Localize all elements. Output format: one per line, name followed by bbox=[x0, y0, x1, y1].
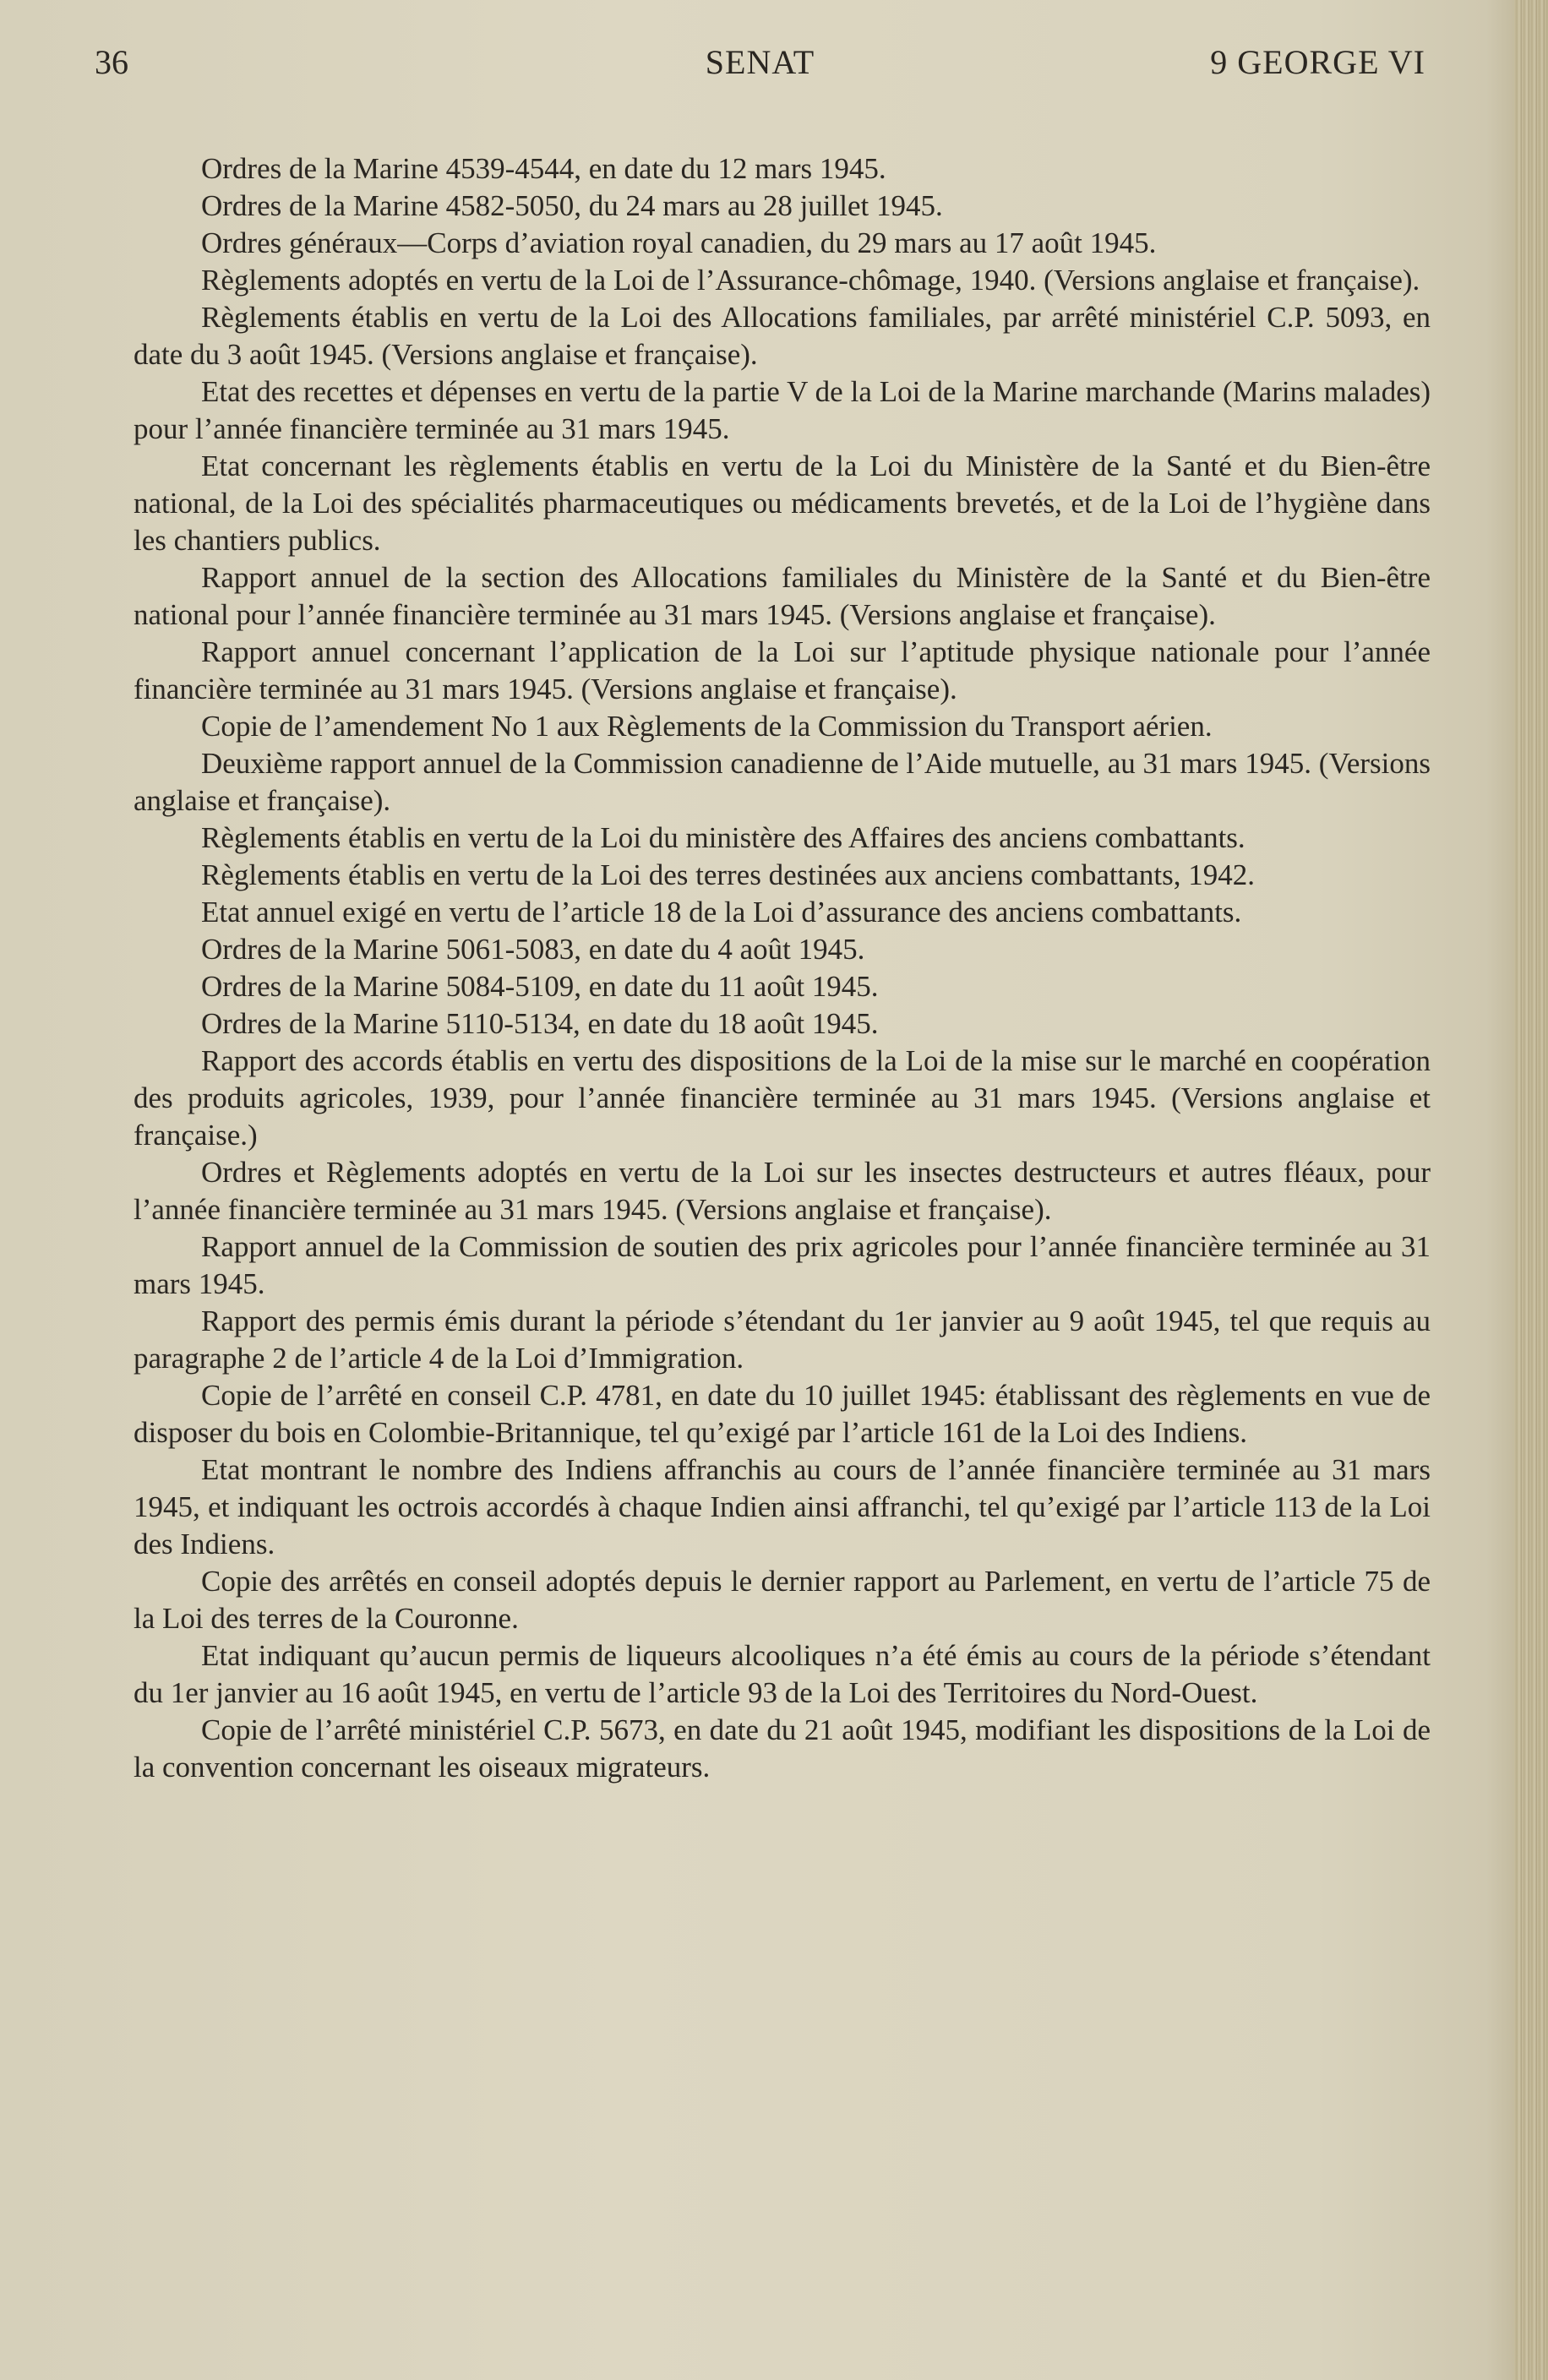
document-entry: Etat des recettes et dépenses en vertu de la partie V de la Loi de la Marine marchande (Marins malades) pour l’année financière terminée au 31 mars 1945. bbox=[134, 375, 1431, 445]
document-entry: Copie de l’amendement No 1 aux Règlements de la Commission du Transport aérien. bbox=[201, 710, 1213, 743]
document-entry: Ordres de la Marine 5110-5134, en date du 18 août 1945. bbox=[201, 1007, 879, 1040]
document-entry: Rapport des permis émis durant la période s’étendant du 1er janvier au 9 août 1945, tel que requis au paragraphe 2 de l’article 4 de la Loi d’Immigration. bbox=[134, 1304, 1431, 1375]
document-body bbox=[134, 150, 1431, 1786]
document-entry: Rapport annuel concernant l’application de la Loi sur l’aptitude physique nationale pour l’année financière terminée au 31 mars 1945. (Versions anglaise et française). bbox=[134, 635, 1431, 705]
page-header bbox=[95, 42, 1425, 88]
document-entry: Copie des arrêtés en conseil adoptés depuis le dernier rapport au Parlement, en vertu de l’article 75 de la Loi des terres de la Couronne. bbox=[134, 1565, 1431, 1635]
document-entry: Règlements établis en vertu de la Loi des Allocations familiales, par arrêté ministériel C.P. 5093, en date du 3 août 1945. (Versions anglaise et française). bbox=[134, 301, 1431, 371]
document-entry: Rapport annuel de la section des Allocations familiales du Ministère de la Santé et du Bien-être national pour l’année financière terminée au 31 mars 1945. (Versions anglaise et française). bbox=[134, 561, 1431, 631]
document-entry: Rapport des accords établis en vertu des dispositions de la Loi de la mise sur le marché en coopération des produits agricoles, 1939, pour l’année financière terminée au 31 mars 1945. (Versions anglaise et française.) bbox=[134, 1044, 1431, 1152]
document-entry: Ordres de la Marine 4539-4544, en date du 12 mars 1945. bbox=[201, 152, 886, 185]
running-title: SENAT bbox=[705, 43, 815, 81]
page-edge bbox=[1514, 0, 1548, 2380]
document-entry: Etat annuel exigé en vertu de l’article 18 de la Loi d’assurance des anciens combattants. bbox=[201, 896, 1242, 929]
document-entry: Rapport annuel de la Commission de soutien des prix agricoles pour l’année financière terminée au 31 mars 1945. bbox=[134, 1230, 1431, 1300]
document-entry: Ordres généraux—Corps d’aviation royal canadien, du 29 mars au 17 août 1945. bbox=[201, 226, 1157, 259]
document-entry: Etat montrant le nombre des Indiens affranchis au cours de l’année financière terminée au 31 mars 1945, et indiquant les octrois accordés à chaque Indien ainsi affranchi, tel qu’exigé par l’article 113 de la Loi des Indiens. bbox=[134, 1453, 1431, 1560]
document-entry: Copie de l’arrêté ministériel C.P. 5673, en date du 21 août 1945, modifiant les dispositions de la Loi de la convention concernant les oiseaux migrateurs. bbox=[134, 1713, 1431, 1784]
document-entry: Ordres et Règlements adoptés en vertu de la Loi sur les insectes destructeurs et autres fléaux, pour l’année financière terminée au 31 mars 1945. (Versions anglaise et française). bbox=[134, 1156, 1431, 1226]
document-entry: Ordres de la Marine 5061-5083, en date du 4 août 1945. bbox=[201, 933, 865, 966]
document-entry: Deuxième rapport annuel de la Commission canadienne de l’Aide mutuelle, au 31 mars 1945. (Versions anglaise et française). bbox=[134, 747, 1431, 817]
document-entry: Etat concernant les règlements établis en vertu de la Loi du Ministère de la Santé et du Bien-être national, de la Loi des spécialités pharmaceutiques ou médicaments brevetés, et de la Loi de l’hygiène dans les chantiers publics. bbox=[134, 449, 1431, 557]
document-entry: Ordres de la Marine 4582-5050, du 24 mars au 28 juillet 1945. bbox=[201, 189, 943, 222]
document-entry: Ordres de la Marine 5084-5109, en date du 11 août 1945. bbox=[201, 970, 879, 1003]
document-entry: Etat indiquant qu’aucun permis de liqueurs alcooliques n’a été émis au cours de la période s’étendant du 1er janvier au 16 août 1945, en vertu de l’article 93 de la Loi des Territoires du Nord-Ouest. bbox=[134, 1639, 1431, 1709]
document-entry: Règlements établis en vertu de la Loi des terres destinées aux anciens combattants, 1942. bbox=[201, 858, 1255, 891]
document-entry: Règlements adoptés en vertu de la Loi de l’Assurance-chômage, 1940. (Versions anglaise et française). bbox=[201, 264, 1420, 297]
document-entry: Règlements établis en vertu de la Loi du ministère des Affaires des anciens combattants. bbox=[201, 821, 1245, 854]
page-number: 36 bbox=[95, 43, 128, 81]
regnal-year: 9 GEORGE VI bbox=[1210, 43, 1425, 81]
document-entry: Copie de l’arrêté en conseil C.P. 4781, en date du 10 juillet 1945: établissant des règlements en vue de disposer du bois en Colombie-Britannique, tel qu’exigé par l’article 161 de la Loi des Indiens. bbox=[134, 1379, 1431, 1449]
